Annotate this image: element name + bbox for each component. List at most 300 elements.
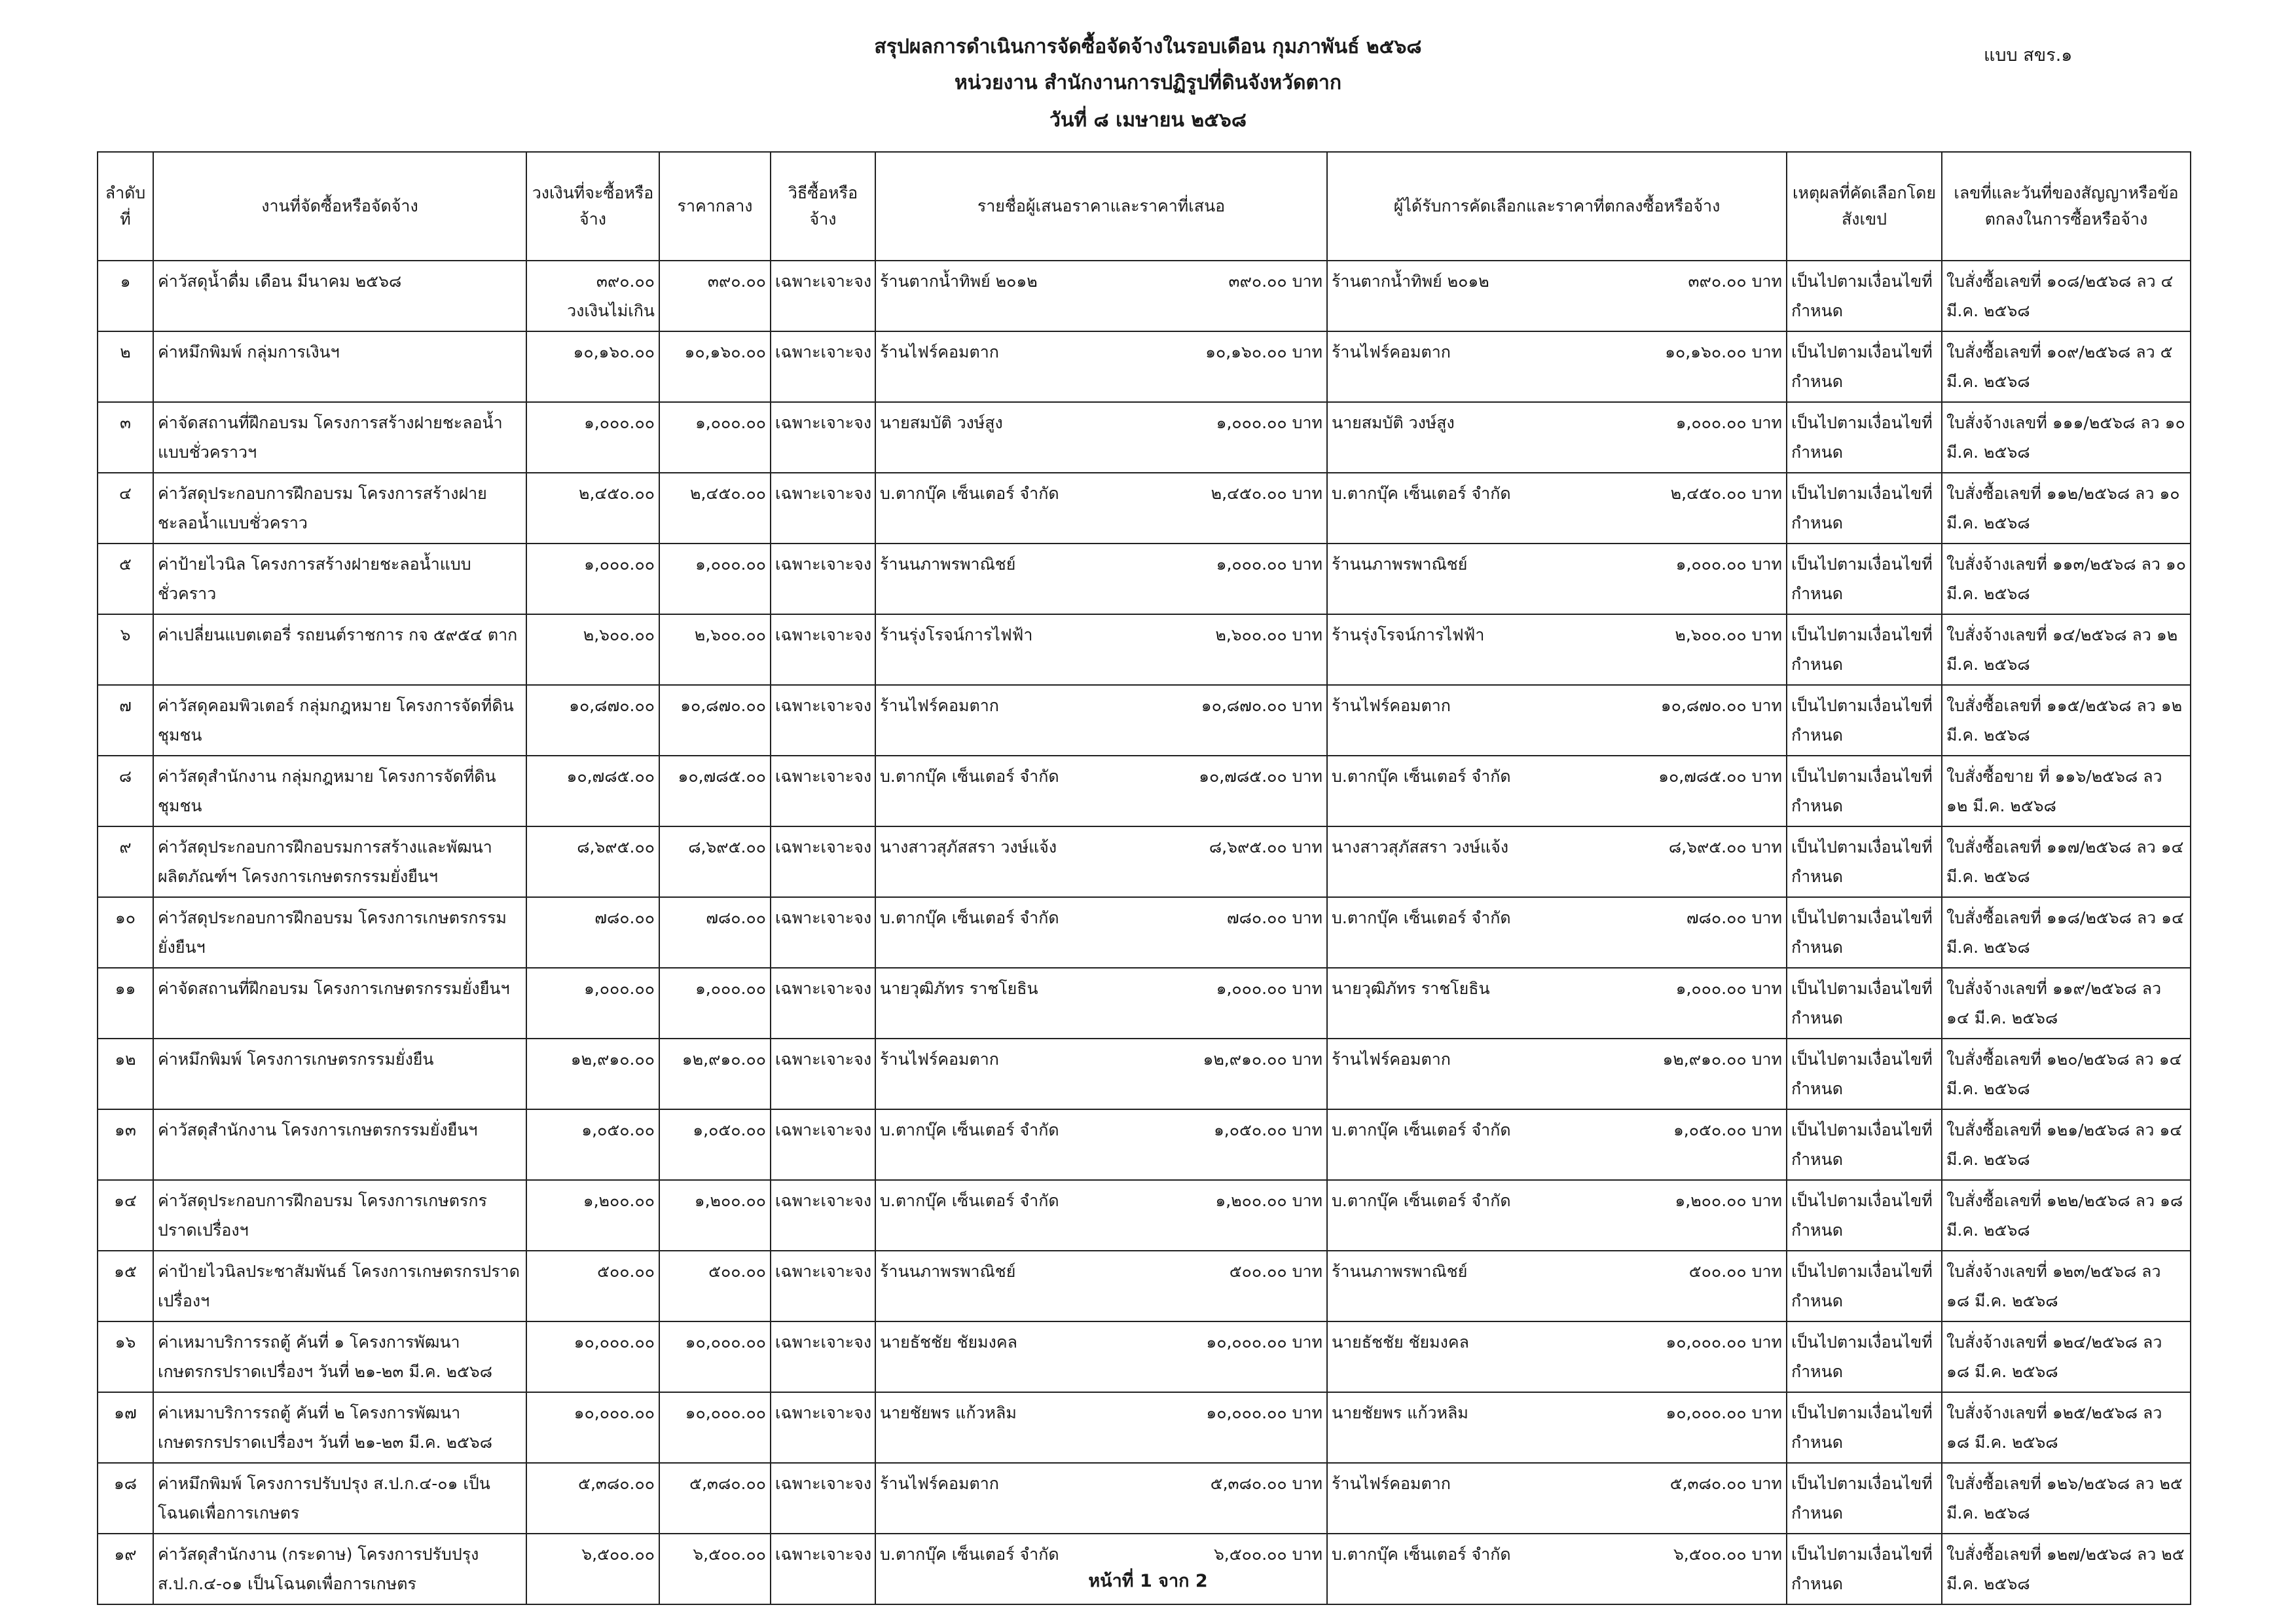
- selection-reason: เป็นไปตามเงื่อนไขที่กำหนด: [1787, 1180, 1942, 1251]
- bidder-name: บ.ตากบุ๊ค เซ็นเตอร์ จำกัด: [880, 767, 1059, 786]
- bidder-amount: [1227, 903, 1322, 932]
- winner-name: นายชัยพร แก้วหลิม: [1332, 1403, 1468, 1422]
- winner-cell: [1327, 897, 1787, 968]
- winner-name: นายสมบัติ วงษ์สูง: [1332, 413, 1455, 432]
- procurement-method: เฉพาะเจาะจง: [771, 1534, 875, 1604]
- median-price: ๒,๖๐๐.๐๐: [659, 614, 771, 685]
- budget-value: ๑๐,๘๗๐.๐๐: [569, 696, 655, 715]
- table-row: [98, 685, 2191, 756]
- contract-reference: ใบสั่งซื้อเลขที่ ๑๒๒/๒๕๖๘ ลว ๑๘ มี.ค. ๒๕๖๘: [1942, 1180, 2191, 1251]
- bidder-cell: [875, 1251, 1327, 1321]
- bidder-amount-value: ๑๐,๐๐๐.๐๐: [1206, 1403, 1287, 1422]
- bidder-name: บ.ตากบุ๊ค เซ็นเตอร์ จำกัด: [880, 1120, 1059, 1139]
- procurement-method: เฉพาะเจาะจง: [771, 1109, 875, 1180]
- currency-unit: บาท: [1292, 1474, 1322, 1493]
- budget-cell: [526, 261, 659, 331]
- contract-reference: ใบสั่งซื้อเลขที่ ๑๑๗/๒๕๖๘ ลว ๑๔ มี.ค. ๒๕๖๘: [1942, 826, 2191, 897]
- currency-unit: บาท: [1751, 1545, 1782, 1564]
- winner-amount-value: ๑,๒๐๐.๐๐: [1675, 1191, 1747, 1210]
- winner-amount-value: ๑,๐๕๐.๐๐: [1673, 1120, 1747, 1139]
- budget-note: วงเงินไม่เกิน: [567, 301, 655, 320]
- currency-unit: บาท: [1292, 272, 1322, 291]
- bidder-amount-value: ๘,๖๙๕.๐๐: [1209, 838, 1287, 857]
- selection-reason: เป็นไปตามเงื่อนไขที่กำหนด: [1787, 1463, 1942, 1534]
- item-description: ค่าหมึกพิมพ์ โครงการเกษตรกรรมยั่งยืน: [153, 1039, 526, 1109]
- col-header-selected: ผู้ได้รับการคัดเลือกและราคาที่ตกลงซื้อหรือจ้าง: [1327, 152, 1787, 261]
- bidder-amount-value: ๓๙๐.๐๐: [1228, 272, 1287, 291]
- selection-reason: เป็นไปตามเงื่อนไขที่กำหนด: [1787, 614, 1942, 685]
- bidder-amount-value: ๑๐,๗๘๕.๐๐: [1199, 767, 1287, 786]
- bidder-name: นายชัยพร แก้วหลิม: [880, 1403, 1017, 1422]
- budget-value: ๖,๕๐๐.๐๐: [581, 1545, 655, 1564]
- item-description: ค่าวัสดุน้ำดื่ม เดือน มีนาคม ๒๕๖๘: [153, 261, 526, 331]
- budget-cell: [526, 1463, 659, 1534]
- bidder-name: นางสาวสุภัสสรา วงษ์แจ้ง: [880, 838, 1057, 857]
- bidder-name: นายสมบัติ วงษ์สูง: [880, 413, 1003, 432]
- budget-cell: [526, 402, 659, 473]
- bidder-amount: [1214, 1540, 1322, 1569]
- bidder-name: บ.ตากบุ๊ค เซ็นเตอร์ จำกัด: [880, 1545, 1059, 1564]
- winner-amount: [1665, 337, 1782, 367]
- row-number: ๑๘: [98, 1463, 153, 1534]
- page-number: หน้าที่ 1 จาก 2: [1088, 1571, 1208, 1591]
- table-row: [98, 1321, 2191, 1392]
- table-body: [98, 261, 2191, 1604]
- bidder-name: นายวุฒิภัทร ราชโยธิน: [880, 979, 1038, 998]
- table-row: [98, 331, 2191, 402]
- winner-cell: [1327, 544, 1787, 614]
- bidder-name: ร้านนภาพรพาณิชย์: [880, 555, 1016, 574]
- median-price: ๒,๔๕๐.๐๐: [659, 473, 771, 544]
- row-number: ๗: [98, 685, 153, 756]
- table-row: [98, 1251, 2191, 1321]
- median-price: ๕๐๐.๐๐: [659, 1251, 771, 1321]
- winner-amount-value: ๒,๔๕๐.๐๐: [1670, 484, 1747, 503]
- currency-unit: บาท: [1751, 625, 1782, 644]
- table-row: [98, 756, 2191, 826]
- currency-unit: บาท: [1751, 1333, 1782, 1352]
- budget-value: ๕,๓๘๐.๐๐: [578, 1474, 655, 1493]
- budget-cell: [526, 1180, 659, 1251]
- selection-reason: เป็นไปตามเงื่อนไขที่กำหนด: [1787, 473, 1942, 544]
- winner-cell: [1327, 1251, 1787, 1321]
- bidder-amount: [1209, 832, 1322, 862]
- budget-value: ๒,๔๕๐.๐๐: [579, 484, 655, 503]
- winner-cell: [1327, 826, 1787, 897]
- item-description: ค่าจัดสถานที่ฝึกอบรม โครงการสร้างฝายชะลอน้ำแบบชั่วคราวฯ: [153, 402, 526, 473]
- winner-amount: [1686, 903, 1782, 932]
- col-header-budget: วงเงินที่จะซื้อหรือจ้าง: [526, 152, 659, 261]
- item-description: ค่าป้ายไวนิลประชาสัมพันธ์ โครงการเกษตรกรปราดเปรื่องฯ: [153, 1251, 526, 1321]
- budget-cell: [526, 1392, 659, 1463]
- winner-cell: [1327, 1463, 1787, 1534]
- bidder-name: บ.ตากบุ๊ค เซ็นเตอร์ จำกัด: [880, 484, 1059, 503]
- winner-cell: [1327, 1321, 1787, 1392]
- selection-reason: เป็นไปตามเงื่อนไขที่กำหนด: [1787, 685, 1942, 756]
- row-number: ๒: [98, 331, 153, 402]
- item-description: ค่าวัสดุประกอบการฝึกอบรม โครงการเกษตรกรปราดเปรื่องฯ: [153, 1180, 526, 1251]
- item-description: ค่าป้ายไวนิล โครงการสร้างฝายชะลอน้ำแบบชั่วคราว: [153, 544, 526, 614]
- winner-amount: [1688, 267, 1782, 296]
- winner-amount: [1676, 549, 1782, 579]
- winner-amount-value: ๕,๓๘๐.๐๐: [1669, 1474, 1747, 1493]
- bidder-amount-value: ๖,๕๐๐.๐๐: [1213, 1545, 1287, 1564]
- selection-reason: เป็นไปตามเงื่อนไขที่กำหนด: [1787, 756, 1942, 826]
- currency-unit: บาท: [1751, 1050, 1782, 1069]
- winner-amount: [1676, 408, 1782, 437]
- median-price: ๑,๐๕๐.๐๐: [659, 1109, 771, 1180]
- bidder-cell: [875, 614, 1327, 685]
- winner-amount: [1671, 479, 1782, 508]
- bidder-cell: [875, 1180, 1327, 1251]
- bidder-name: ร้านตากน้ำทิพย์ ๒๐๑๒: [880, 272, 1038, 291]
- currency-unit: บาท: [1751, 272, 1782, 291]
- bidder-amount: [1211, 479, 1322, 508]
- winner-cell: [1327, 473, 1787, 544]
- col-header-no: ลำดับที่: [98, 152, 153, 261]
- bidder-cell: [875, 826, 1327, 897]
- procurement-method: เฉพาะเจาะจง: [771, 473, 875, 544]
- item-description: ค่าหมึกพิมพ์ โครงการปรับปรุง ส.ป.ก.๔-๐๑ เป็นโฉนดเพื่อการเกษตร: [153, 1463, 526, 1534]
- table-row: [98, 544, 2191, 614]
- selection-reason: เป็นไปตามเงื่อนไขที่กำหนด: [1787, 968, 1942, 1039]
- winner-name: บ.ตากบุ๊ค เซ็นเตอร์ จำกัด: [1332, 484, 1511, 503]
- bidder-amount-value: ๑,๐๐๐.๐๐: [1216, 979, 1287, 998]
- winner-amount: [1673, 1540, 1782, 1569]
- bidder-cell: [875, 544, 1327, 614]
- median-price: ๑,๐๐๐.๐๐: [659, 968, 771, 1039]
- budget-cell: [526, 331, 659, 402]
- col-header-bidders: รายชื่อผู้เสนอราคาและราคาที่เสนอ: [875, 152, 1327, 261]
- procurement-method: เฉพาะเจาะจง: [771, 826, 875, 897]
- bidder-amount-value: ๕๐๐.๐๐: [1229, 1262, 1287, 1281]
- median-price: ๑,๐๐๐.๐๐: [659, 402, 771, 473]
- contract-reference: ใบสั่งจ้างเลขที่ ๑๑๙/๒๕๖๘ ลว ๑๔ มี.ค. ๒๕๖๘: [1942, 968, 2191, 1039]
- procurement-method: เฉพาะเจาะจง: [771, 261, 875, 331]
- item-description: ค่าวัสดุสำนักงาน กลุ่มกฎหมาย โครงการจัดที่ดินชุมชน: [153, 756, 526, 826]
- median-price: ๓๙๐.๐๐: [659, 261, 771, 331]
- budget-cell: [526, 544, 659, 614]
- contract-reference: ใบสั่งซื้อเลขที่ ๑๒๗/๒๕๖๘ ลว ๒๕ มี.ค. ๒๕๖๘: [1942, 1534, 2191, 1604]
- currency-unit: บาท: [1292, 1545, 1322, 1564]
- winner-name: นางสาวสุภัสสรา วงษ์แจ้ง: [1332, 838, 1509, 857]
- contract-reference: ใบสั่งซื้อเลขที่ ๑๐๙/๒๕๖๘ ลว ๕ มี.ค. ๒๕๖๘: [1942, 331, 2191, 402]
- row-number: ๙: [98, 826, 153, 897]
- currency-unit: บาท: [1292, 1262, 1322, 1281]
- contract-reference: ใบสั่งซื้อเลขที่ ๑๒๖/๒๕๖๘ ลว ๒๕ มี.ค. ๒๕๖๘: [1942, 1463, 2191, 1534]
- table-row: [98, 1180, 2191, 1251]
- bidder-amount-value: ๑,๐๐๐.๐๐: [1216, 413, 1287, 432]
- item-description: ค่าวัสดุประกอบการฝึกอบรม โครงการเกษตรกรรมยั่งยืนฯ: [153, 897, 526, 968]
- winner-name: ร้านไฟร์คอมตาก: [1332, 1474, 1451, 1493]
- selection-reason: เป็นไปตามเงื่อนไขที่กำหนด: [1787, 1109, 1942, 1180]
- winner-cell: [1327, 261, 1787, 331]
- contract-reference: ใบสั่งซื้อเลขที่ ๑๒๑/๒๕๖๘ ลว ๑๔ มี.ค. ๒๕๖๘: [1942, 1109, 2191, 1180]
- currency-unit: บาท: [1292, 696, 1322, 715]
- contract-reference: ใบสั่งซื้อเลขที่ ๑๑๒/๒๕๖๘ ลว ๑๐ มี.ค. ๒๕๖๘: [1942, 473, 2191, 544]
- bidder-name: บ.ตากบุ๊ค เซ็นเตอร์ จำกัด: [880, 908, 1059, 927]
- table-row: [98, 261, 2191, 331]
- col-header-item: งานที่จัดซื้อหรือจัดจ้าง: [153, 152, 526, 261]
- row-number: ๖: [98, 614, 153, 685]
- procurement-method: เฉพาะเจาะจง: [771, 402, 875, 473]
- row-number: ๑๙: [98, 1534, 153, 1604]
- bidder-cell: [875, 1039, 1327, 1109]
- currency-unit: บาท: [1751, 1120, 1782, 1139]
- bidder-amount-value: ๕,๓๘๐.๐๐: [1210, 1474, 1287, 1493]
- selection-reason: เป็นไปตามเงื่อนไขที่กำหนด: [1787, 1039, 1942, 1109]
- item-description: ค่าหมึกพิมพ์ กลุ่มการเงินฯ: [153, 331, 526, 402]
- bidder-amount: [1211, 1469, 1322, 1498]
- table-row: [98, 826, 2191, 897]
- currency-unit: บาท: [1751, 908, 1782, 927]
- winner-amount: [1676, 974, 1782, 1003]
- row-number: ๑๕: [98, 1251, 153, 1321]
- row-number: ๘: [98, 756, 153, 826]
- winner-name: บ.ตากบุ๊ค เซ็นเตอร์ จำกัด: [1332, 767, 1511, 786]
- currency-unit: บาท: [1751, 413, 1782, 432]
- table-row: [98, 968, 2191, 1039]
- bidder-name: ร้านนภาพรพาณิชย์: [880, 1262, 1016, 1281]
- bidder-amount: [1203, 1044, 1322, 1074]
- bidder-amount: [1230, 1257, 1322, 1286]
- contract-reference: ใบสั่งจ้างเลขที่ ๑๒๓/๒๕๖๘ ลว ๑๘ มี.ค. ๒๕๖๘: [1942, 1251, 2191, 1321]
- winner-amount-value: ๑๐,๐๐๐.๐๐: [1666, 1333, 1747, 1352]
- bidder-amount-value: ๑,๐๕๐.๐๐: [1213, 1120, 1287, 1139]
- budget-value: ๑๐,๐๐๐.๐๐: [574, 1403, 655, 1422]
- budget-value: ๕๐๐.๐๐: [597, 1262, 655, 1281]
- item-description: ค่าวัสดุสำนักงาน (กระดาษ) โครงการปรับปรุง ส.ป.ก.๔-๐๑ เป็นโฉนดเพื่อการเกษตร: [153, 1534, 526, 1604]
- bidder-cell: [875, 897, 1327, 968]
- currency-unit: บาท: [1751, 696, 1782, 715]
- bidder-amount: [1205, 337, 1322, 367]
- bidder-amount: [1214, 1115, 1322, 1145]
- winner-amount: [1658, 762, 1782, 791]
- row-number: ๑๗: [98, 1392, 153, 1463]
- bidder-amount: [1229, 267, 1322, 296]
- currency-unit: บาท: [1751, 1262, 1782, 1281]
- bidder-cell: [875, 331, 1327, 402]
- budget-value: ๑,๒๐๐.๐๐: [583, 1191, 655, 1210]
- currency-unit: บาท: [1292, 342, 1322, 361]
- currency-unit: บาท: [1751, 979, 1782, 998]
- winner-name: ร้านนภาพรพาณิชย์: [1332, 555, 1468, 574]
- currency-unit: บาท: [1292, 484, 1322, 503]
- median-price: ๑๐,๘๗๐.๐๐: [659, 685, 771, 756]
- item-description: ค่าเปลี่ยนแบตเตอรี่ รถยนต์ราชการ กจ ๕๙๕๔ ตาก: [153, 614, 526, 685]
- selection-reason: เป็นไปตามเงื่อนไขที่กำหนด: [1787, 1392, 1942, 1463]
- median-price: ๗๘๐.๐๐: [659, 897, 771, 968]
- winner-amount-value: ๑,๐๐๐.๐๐: [1675, 555, 1747, 574]
- winner-amount: [1666, 1327, 1782, 1357]
- winner-amount-value: ๑,๐๐๐.๐๐: [1675, 413, 1747, 432]
- budget-cell: [526, 968, 659, 1039]
- budget-value: ๒,๖๐๐.๐๐: [583, 625, 655, 644]
- bidder-amount: [1216, 408, 1322, 437]
- selection-reason: เป็นไปตามเงื่อนไขที่กำหนด: [1787, 402, 1942, 473]
- bidder-cell: [875, 685, 1327, 756]
- median-price: ๑,๐๐๐.๐๐: [659, 544, 771, 614]
- bidder-name: ร้านไฟร์คอมตาก: [880, 1474, 999, 1493]
- budget-cell: [526, 473, 659, 544]
- winner-amount-value: ๑๐,๑๖๐.๐๐: [1665, 342, 1747, 361]
- table-row: [98, 1392, 2191, 1463]
- bidder-cell: [875, 1321, 1327, 1392]
- bidder-amount: [1216, 974, 1322, 1003]
- bidder-cell: [875, 1463, 1327, 1534]
- winner-amount-value: ๓๙๐.๐๐: [1688, 272, 1747, 291]
- winner-name: ร้านไฟร์คอมตาก: [1332, 1050, 1451, 1069]
- procurement-method: เฉพาะเจาะจง: [771, 331, 875, 402]
- bidder-name: บ.ตากบุ๊ค เซ็นเตอร์ จำกัด: [880, 1191, 1059, 1210]
- winner-amount-value: ๕๐๐.๐๐: [1688, 1262, 1747, 1281]
- winner-name: ร้านไฟร์คอมตาก: [1332, 696, 1451, 715]
- winner-name: ร้านรุ่งโรจน์การไฟฟ้า: [1332, 625, 1485, 644]
- winner-cell: [1327, 1109, 1787, 1180]
- budget-value: ๑,๐๐๐.๐๐: [583, 979, 655, 998]
- procurement-method: เฉพาะเจาะจง: [771, 614, 875, 685]
- budget-value: ๓๙๐.๐๐: [596, 272, 655, 291]
- budget-value: ๑๒,๙๑๐.๐๐: [570, 1050, 655, 1069]
- item-description: ค่าวัสดุสำนักงาน โครงการเกษตรกรรมยั่งยืนฯ: [153, 1109, 526, 1180]
- budget-value: ๑,๐๐๐.๐๐: [583, 555, 655, 574]
- winner-amount-value: ๑,๐๐๐.๐๐: [1675, 979, 1747, 998]
- procurement-method: เฉพาะเจาะจง: [771, 1039, 875, 1109]
- currency-unit: บาท: [1292, 1333, 1322, 1352]
- bidder-amount-value: ๒,๖๐๐.๐๐: [1215, 625, 1287, 644]
- currency-unit: บาท: [1751, 1474, 1782, 1493]
- contract-reference: ใบสั่งซื้อขาย ที่ ๑๑๖/๒๕๖๘ ลว ๑๒ มี.ค. ๒๕๖๘: [1942, 756, 2191, 826]
- bidder-amount-value: ๑,๒๐๐.๐๐: [1215, 1191, 1287, 1210]
- budget-cell: [526, 614, 659, 685]
- row-number: ๑๐: [98, 897, 153, 968]
- median-price: ๑๐,๗๘๕.๐๐: [659, 756, 771, 826]
- selection-reason: เป็นไปตามเงื่อนไขที่กำหนด: [1787, 1251, 1942, 1321]
- bidder-cell: [875, 1109, 1327, 1180]
- median-price: ๘,๖๙๕.๐๐: [659, 826, 771, 897]
- col-header-method: วิธีซื้อหรือจ้าง: [771, 152, 875, 261]
- selection-reason: เป็นไปตามเงื่อนไขที่กำหนด: [1787, 826, 1942, 897]
- table-row: [98, 897, 2191, 968]
- winner-amount: [1661, 691, 1782, 720]
- currency-unit: บาท: [1292, 555, 1322, 574]
- contract-reference: ใบสั่งจ้างเลขที่ ๑๔/๒๕๖๘ ลว ๑๒ มี.ค. ๒๕๖๘: [1942, 614, 2191, 685]
- budget-cell: [526, 756, 659, 826]
- currency-unit: บาท: [1292, 1120, 1322, 1139]
- selection-reason: เป็นไปตามเงื่อนไขที่กำหนด: [1787, 1321, 1942, 1392]
- item-description: ค่าวัสดุประกอบการฝึกอบรม โครงการสร้างฝายชะลอน้ำแบบชั่วคราว: [153, 473, 526, 544]
- selection-reason: เป็นไปตามเงื่อนไขที่กำหนด: [1787, 261, 1942, 331]
- winner-cell: [1327, 756, 1787, 826]
- winner-name: นายวุฒิภัทร ราชโยธิน: [1332, 979, 1490, 998]
- winner-amount-value: ๑๐,๐๐๐.๐๐: [1666, 1403, 1747, 1422]
- table-row: [98, 1463, 2191, 1534]
- winner-cell: [1327, 685, 1787, 756]
- row-number: ๑๔: [98, 1180, 153, 1251]
- bidder-amount-value: ๑๐,๑๖๐.๐๐: [1205, 342, 1287, 361]
- budget-value: ๑๐,๑๖๐.๐๐: [573, 342, 655, 361]
- winner-amount-value: ๑๒,๙๑๐.๐๐: [1662, 1050, 1747, 1069]
- median-price: ๑๐,๐๐๐.๐๐: [659, 1392, 771, 1463]
- currency-unit: บาท: [1751, 838, 1782, 857]
- winner-amount-value: ๗๘๐.๐๐: [1686, 908, 1747, 927]
- budget-value: ๑๐,๗๘๕.๐๐: [566, 767, 655, 786]
- budget-cell: [526, 897, 659, 968]
- winner-cell: [1327, 614, 1787, 685]
- row-number: ๓: [98, 402, 153, 473]
- winner-cell: [1327, 1039, 1787, 1109]
- bidder-name: ร้านไฟร์คอมตาก: [880, 696, 999, 715]
- table-row: [98, 1109, 2191, 1180]
- item-description: ค่าเหมาบริการรถตู้ คันที่ ๒ โครงการพัฒนาเกษตรกรปราดเปรื่องฯ วันที่ ๒๑-๒๓ มี.ค. ๒๕๖๘: [153, 1392, 526, 1463]
- winner-name: บ.ตากบุ๊ค เซ็นเตอร์ จำกัด: [1332, 908, 1511, 927]
- bidder-cell: [875, 473, 1327, 544]
- item-description: ค่าวัสดุคอมพิวเตอร์ กลุ่มกฎหมาย โครงการจัดที่ดินชุมชน: [153, 685, 526, 756]
- procurement-method: เฉพาะเจาะจง: [771, 1392, 875, 1463]
- selection-reason: เป็นไปตามเงื่อนไขที่กำหนด: [1787, 1534, 1942, 1604]
- bidder-amount-value: ๑๐,๐๐๐.๐๐: [1206, 1333, 1287, 1352]
- bidder-name: ร้านไฟร์คอมตาก: [880, 1050, 999, 1069]
- bidder-amount: [1215, 1186, 1322, 1215]
- currency-unit: บาท: [1292, 767, 1322, 786]
- winner-amount: [1675, 620, 1782, 650]
- budget-cell: [526, 1321, 659, 1392]
- bidder-cell: [875, 261, 1327, 331]
- winner-amount-value: ๑๐,๘๗๐.๐๐: [1660, 696, 1747, 715]
- winner-amount: [1689, 1257, 1782, 1286]
- bidder-amount-value: ๒,๔๕๐.๐๐: [1211, 484, 1287, 503]
- col-header-reason: เหตุผลที่คัดเลือกโดยสังเขป: [1787, 152, 1942, 261]
- contract-reference: ใบสั่งจ้างเลขที่ ๑๑๓/๒๕๖๘ ลว ๑๐ มี.ค. ๒๕๖๘: [1942, 544, 2191, 614]
- procurement-method: เฉพาะเจาะจง: [771, 968, 875, 1039]
- table-row: [98, 1039, 2191, 1109]
- median-price: ๑๐,๑๖๐.๐๐: [659, 331, 771, 402]
- currency-unit: บาท: [1292, 625, 1322, 644]
- bidder-name: นายธัชชัย ชัยมงคล: [880, 1333, 1017, 1352]
- winner-amount: [1673, 1115, 1782, 1145]
- budget-cell: [526, 826, 659, 897]
- winner-cell: [1327, 402, 1787, 473]
- bidder-cell: [875, 1392, 1327, 1463]
- contract-reference: ใบสั่งจ้างเลขที่ ๑๑๑/๒๕๖๘ ลว ๑๐ มี.ค. ๒๕๖๘: [1942, 402, 2191, 473]
- currency-unit: บาท: [1292, 979, 1322, 998]
- currency-unit: บาท: [1751, 1191, 1782, 1210]
- winner-amount-value: ๖,๕๐๐.๐๐: [1673, 1545, 1747, 1564]
- selection-reason: เป็นไปตามเงื่อนไขที่กำหนด: [1787, 331, 1942, 402]
- winner-cell: [1327, 331, 1787, 402]
- median-price: ๑๒,๙๑๐.๐๐: [659, 1039, 771, 1109]
- bidder-amount-value: ๑,๐๐๐.๐๐: [1216, 555, 1287, 574]
- budget-value: ๑๐,๐๐๐.๐๐: [574, 1333, 655, 1352]
- currency-unit: บาท: [1292, 838, 1322, 857]
- procurement-method: เฉพาะเจาะจง: [771, 544, 875, 614]
- winner-cell: [1327, 1392, 1787, 1463]
- budget-value: ๗๘๐.๐๐: [594, 908, 655, 927]
- col-header-median-price: ราคากลาง: [659, 152, 771, 261]
- contract-reference: ใบสั่งจ้างเลขที่ ๑๒๔/๒๕๖๘ ลว ๑๘ มี.ค. ๒๕๖๘: [1942, 1321, 2191, 1392]
- procurement-table: [97, 151, 2191, 1605]
- budget-value: ๘,๖๙๕.๐๐: [577, 838, 655, 857]
- report-date: วันที่ ๘ เมษายน ๒๕๖๘: [1049, 109, 1247, 132]
- winner-name: บ.ตากบุ๊ค เซ็นเตอร์ จำกัด: [1332, 1545, 1511, 1564]
- procurement-method: เฉพาะเจาะจง: [771, 756, 875, 826]
- row-number: ๑๒: [98, 1039, 153, 1109]
- contract-reference: ใบสั่งซื้อเลขที่ ๑๒๐/๒๕๖๘ ลว ๑๔ มี.ค. ๒๕๖๘: [1942, 1039, 2191, 1109]
- currency-unit: บาท: [1751, 767, 1782, 786]
- winner-amount-value: ๒,๖๐๐.๐๐: [1675, 625, 1747, 644]
- winner-amount-value: ๑๐,๗๘๕.๐๐: [1658, 767, 1747, 786]
- bidder-cell: [875, 756, 1327, 826]
